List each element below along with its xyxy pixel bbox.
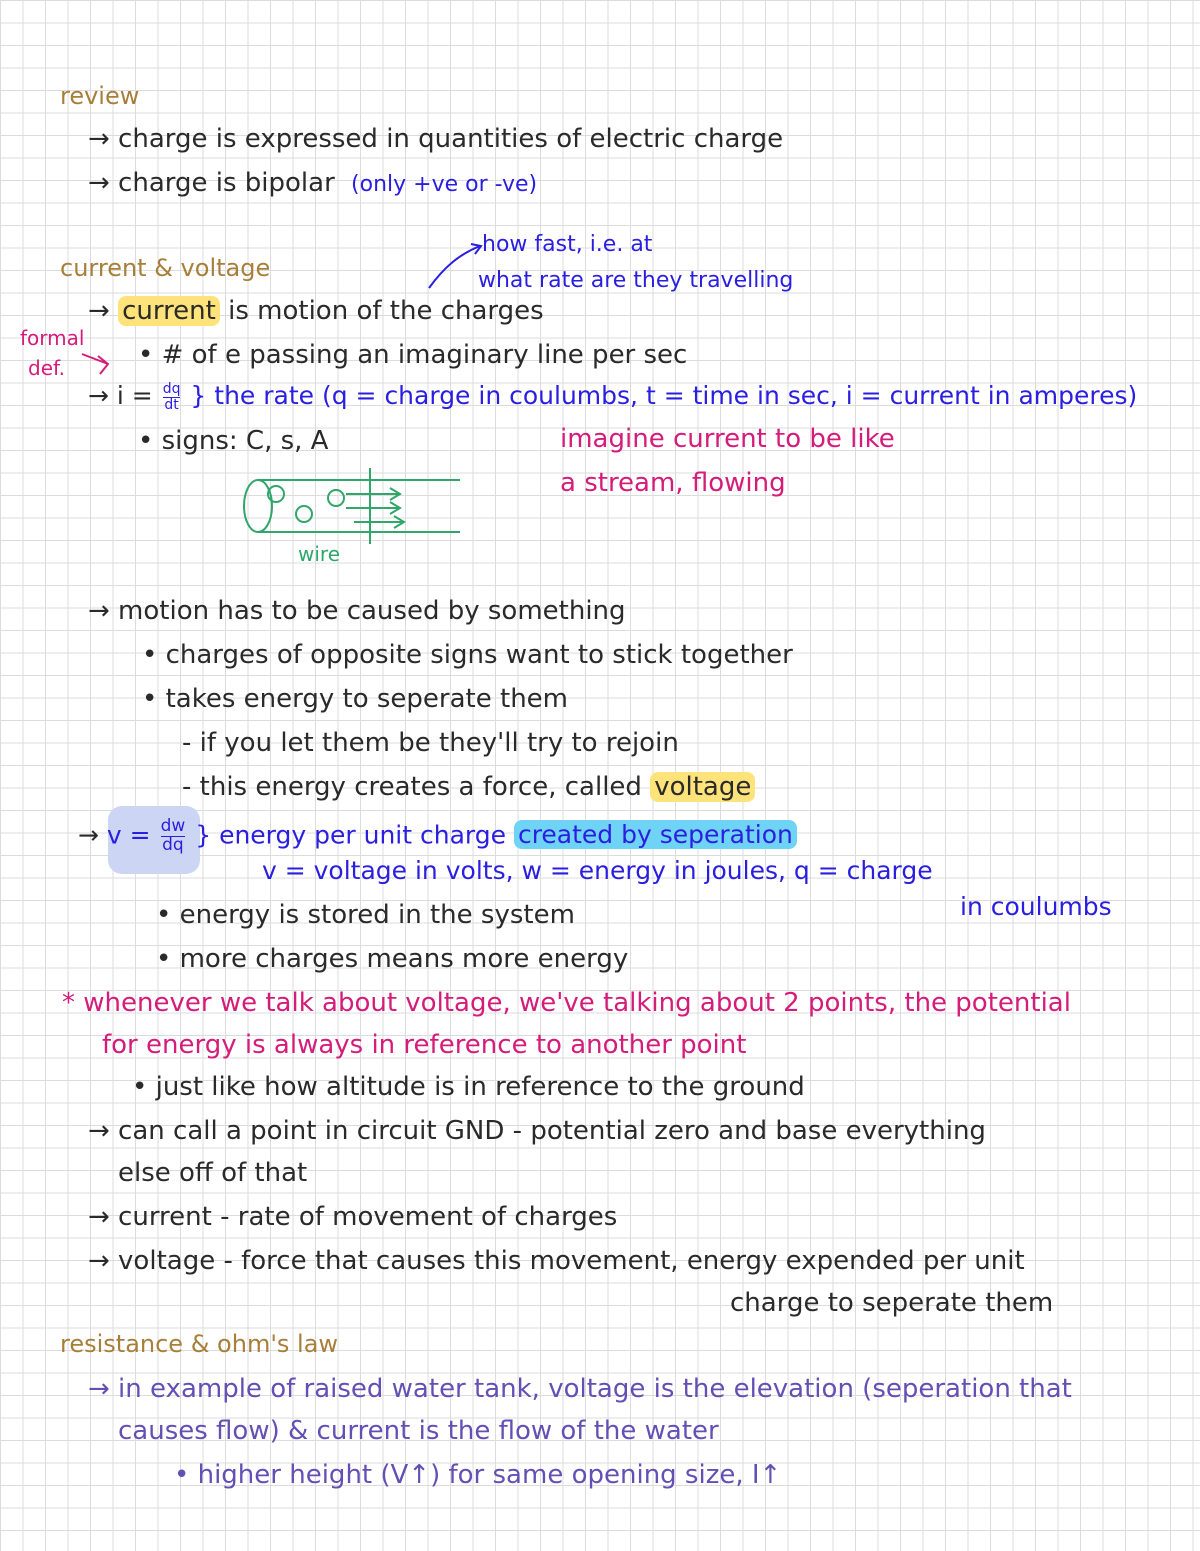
voltage-word-highlight: voltage	[650, 772, 755, 802]
altitude-line: • just like how altitude is in reference to the ground	[132, 1072, 805, 1102]
whenever-line-2: for energy is always in reference to another point	[102, 1030, 747, 1060]
signs-line: • signs: C, s, A	[138, 426, 329, 456]
current-line	[88, 298, 544, 324]
formal-label-1: formal	[20, 326, 85, 350]
imagine-line-2: a stream, flowing	[560, 468, 786, 498]
voltage-def-2: charge to seperate them	[730, 1288, 1054, 1318]
current-eq-desc: } the rate (q = charge in coulumbs, t = time in sec, i = current in amperes)	[190, 381, 1138, 411]
review-line-2-note: (only +ve or -ve)	[351, 172, 538, 197]
current-word-highlight: current	[118, 296, 220, 326]
review-line-2	[88, 170, 537, 196]
wire-diagram	[228, 466, 468, 546]
energy-stored: • energy is stored in the system	[156, 900, 575, 930]
resistance-line-2: causes flow) & current is the flow of the water	[118, 1416, 719, 1446]
bullet-electrons: • # of e passing an imaginary line per sec	[138, 340, 688, 370]
resistance-line-1: → in example of raised water tank, voltage is the elevation (seperation that	[88, 1374, 1072, 1404]
current-rest: is motion of the charges	[228, 296, 544, 326]
voltage-eq-left: v =	[106, 820, 151, 850]
gnd-line-1: → can call a point in circuit GND - potential zero and base everything	[88, 1116, 986, 1146]
voltage-eq-highlight-text: created by seperation	[514, 820, 797, 849]
wire-label: wire	[298, 542, 341, 566]
energy-force-text: - this energy creates a force, called	[182, 772, 642, 802]
motion-line: → motion has to be caused by something	[88, 596, 626, 626]
if-you-let: - if you let them be they'll try to rejoin	[182, 728, 679, 758]
review-line-1: → charge is expressed in quantities of electric charge	[88, 124, 784, 154]
voltage-eq-desc: } energy per unit charge	[195, 820, 506, 850]
charges-opposite: • charges of opposite signs want to stick together	[142, 640, 793, 670]
annotation-line-2: what rate are they travelling	[478, 268, 794, 293]
voltage-equation	[78, 818, 797, 855]
current-equation	[88, 382, 1137, 412]
formal-arrow	[80, 350, 120, 380]
voltage-eq-num: dw	[160, 816, 186, 836]
resistance-bullet: • higher height (V↑) for same opening size, I↑	[174, 1460, 782, 1490]
annotation-line-1: how fast, i.e. at	[482, 232, 653, 257]
review-heading: review	[60, 82, 140, 110]
voltage-def-1: → voltage - force that causes this movement, energy expended per unit	[88, 1246, 1025, 1276]
energy-force-line	[182, 774, 755, 800]
more-charges: • more charges means more energy	[156, 944, 629, 974]
current-arrow: →	[88, 296, 110, 326]
current-eq-left: → i =	[88, 381, 153, 411]
voltage-eq-fraction	[161, 818, 186, 855]
voltage-eq-units: v = voltage in volts, w = energy in joules, q = charge	[262, 856, 933, 885]
whenever-line-1: * whenever we talk about voltage, we've talking about 2 points, the potential	[62, 988, 1071, 1018]
formal-label-2: def.	[28, 356, 65, 380]
takes-energy: • takes energy to seperate them	[142, 684, 569, 714]
current-eq-num: dq	[162, 381, 181, 397]
current-eq-fraction	[163, 382, 181, 412]
voltage-eq-den: dq	[162, 834, 184, 855]
voltage-eq-arrow: →	[78, 820, 99, 850]
imagine-line-1: imagine current to be like	[560, 424, 895, 454]
current-voltage-heading: current & voltage	[60, 254, 271, 282]
resistance-heading: resistance & ohm's law	[60, 1330, 339, 1358]
annotation-arrow	[425, 236, 485, 296]
current-def: → current - rate of movement of charges	[88, 1202, 618, 1232]
review-line-2-text: → charge is bipolar	[88, 168, 335, 198]
current-eq-den: dt	[164, 396, 179, 413]
voltage-eq-units-2: in coulumbs	[960, 892, 1112, 921]
gnd-line-2: else off of that	[118, 1158, 308, 1188]
